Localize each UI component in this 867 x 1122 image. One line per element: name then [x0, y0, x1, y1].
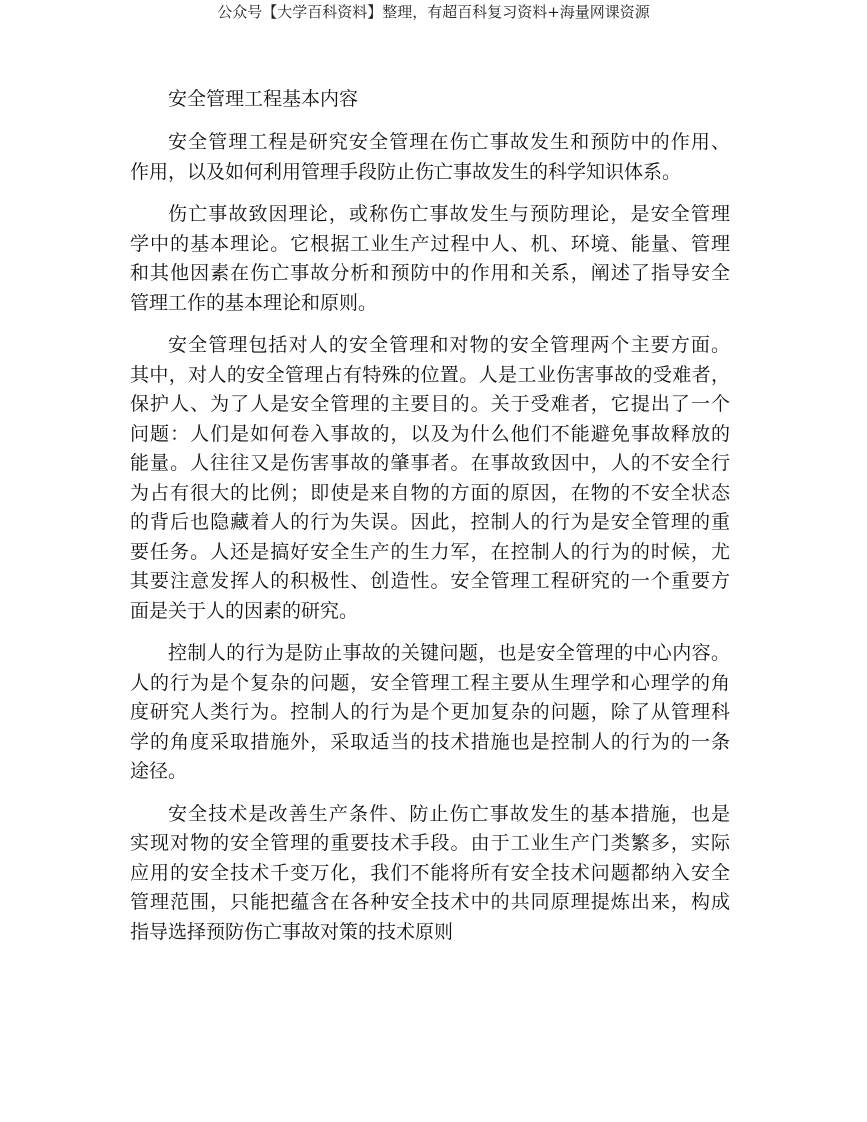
- paragraph-line: 度研究人类行为。控制人的行为是个更加复杂的问题，除了从管理科: [130, 701, 730, 723]
- paragraph-line: 学的角度采取措施外，采取适当的技术措施也是控制人的行为的一条: [130, 730, 730, 753]
- page-header: 公众号【大学百科资料】整理，有超百科复习资料+海量网课资源: [217, 3, 650, 21]
- paragraph: [130, 800, 730, 948]
- paragraph-line: 作用，以及如何利用管理手段防止伤亡事故发生的科学知识体系。: [130, 160, 682, 183]
- paragraph-line: 其要注意发挥人的积极性、创造性。安全管理工程研究的一个重要方: [130, 570, 730, 592]
- paragraph-line: 管理工作的基本理论和原则。: [130, 291, 378, 314]
- paragraph-line: 面是关于人的因素的研究。: [130, 599, 359, 622]
- paragraph: [130, 639, 730, 787]
- paragraph-line: 要任务。人还是搞好安全生产的生力军，在控制人的行为的时候，尤: [130, 540, 730, 563]
- paragraph-line: 途径。: [130, 760, 188, 782]
- document-body: [130, 84, 730, 960]
- paragraph-line: 问题：人们是如何卷入事故的，以及为什么他们不能避免事故释放的: [130, 422, 730, 445]
- paragraph-line: 为占有很大的比例；即使是来自物的方面的原因，在物的不安全状态: [130, 481, 730, 504]
- paragraph-line: 安全技术是改善生产条件、防止伤亡事故发生的基本措施，也是: [168, 802, 730, 825]
- paragraph-line: 指导选择预防伤亡事故对策的技术原则: [130, 920, 454, 943]
- paragraph-line: 安全管理包括对人的安全管理和对物的安全管理两个主要方面。: [168, 334, 730, 356]
- paragraph-line: 学中的基本理论。它根据工业生产过程中人、机、环境、能量、管理: [130, 232, 730, 255]
- paragraph-line: 能量。人往往又是伤害事故的肇事者。在事故致因中，人的不安全行: [130, 452, 730, 474]
- paragraph-line: 伤亡事故致因理论，或称伤亡事故发生与预防理论，是安全管理: [168, 203, 730, 225]
- paragraph-line: 控制人的行为是防止事故的关键问题，也是安全管理的中心内容。: [168, 642, 730, 664]
- paragraph-line: 安全管理工程是研究安全管理在伤亡事故发生和预防中的作用、: [168, 131, 730, 153]
- document-title: 安全管理工程基本内容: [168, 88, 359, 110]
- paragraph-line: 管理范围，只能把蕴含在各种安全技术中的共同原理提炼出来，构成: [130, 891, 730, 913]
- paragraph: [130, 128, 730, 187]
- paragraph-line: 和其他因素在伤亡事故分析和预防中的作用和关系，阐述了指导安全: [130, 262, 730, 284]
- paragraph-line: 人的行为是个复杂的问题，安全管理工程主要从生理学和心理学的角: [130, 671, 730, 694]
- paragraph-line: 的背后也隐藏着人的行为失误。因此，控制人的行为是安全管理的重: [130, 511, 730, 533]
- paragraph-line: 保护人、为了人是安全管理的主要目的。关于受难者，它提出了一个: [130, 393, 730, 415]
- paragraph-line: 其中，对人的安全管理占有特殊的位置。人是工业伤害事故的受难者，: [130, 363, 730, 386]
- paragraphs: [130, 128, 730, 947]
- paragraph-line: 应用的安全技术千变万化，我们不能将所有安全技术问题都纳入安全: [130, 861, 730, 884]
- paragraph: [130, 331, 730, 626]
- paragraph-line: 实现对物的安全管理的重要技术手段。由于工业生产门类繁多，实际: [130, 832, 730, 854]
- paragraph: [130, 200, 730, 318]
